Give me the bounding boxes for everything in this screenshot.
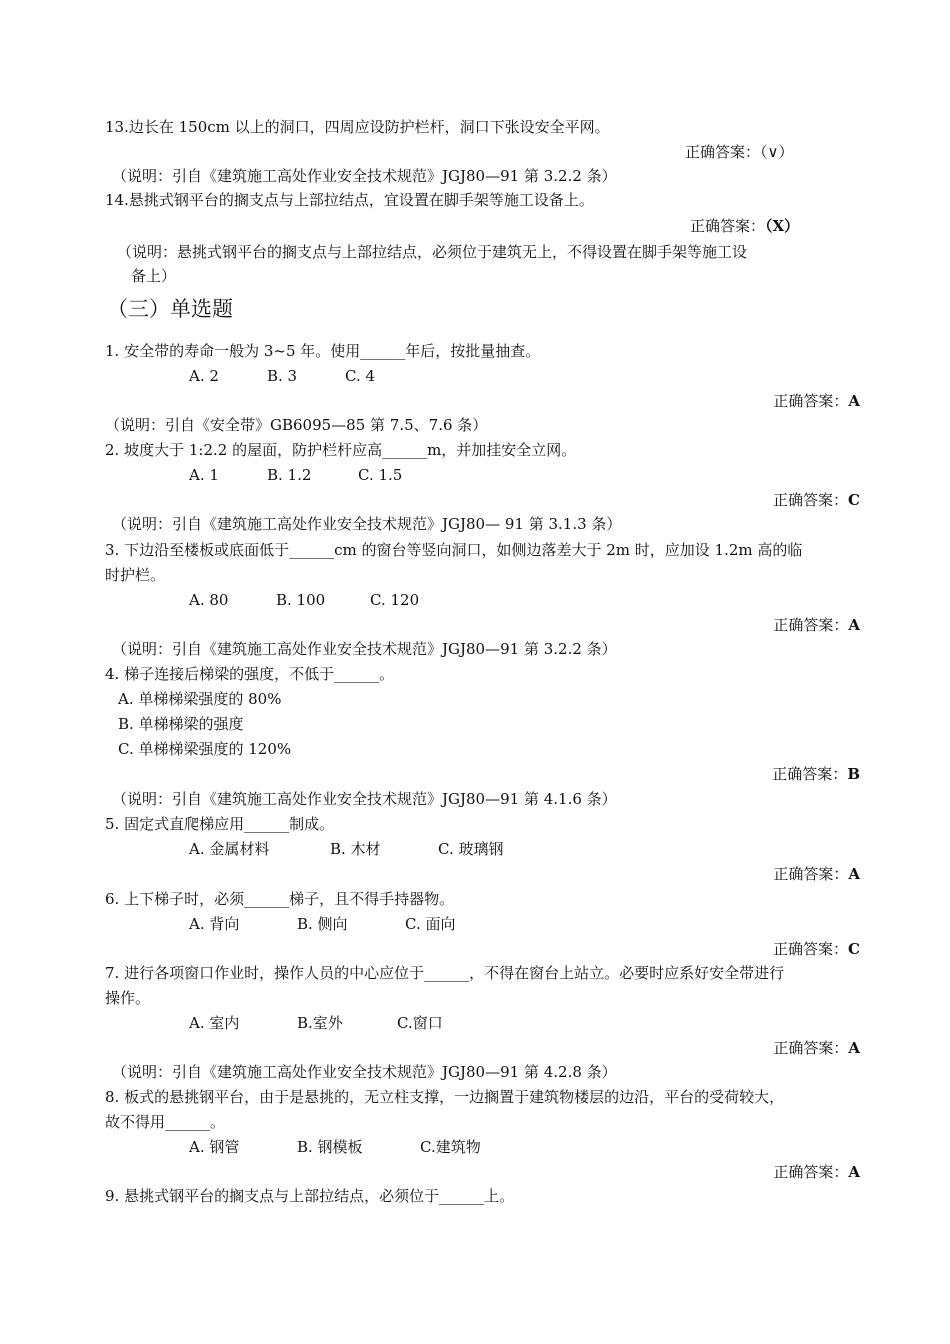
option-c: C.建筑物 [420,1138,481,1156]
q14-note-line2: 备上） [131,267,177,285]
answer-value: （∨） [760,143,794,161]
option-b: B. 1.2 [267,466,312,484]
question-2: 2. 坡度大于 1:2.2 的屋面，防护栏杆应高______m，并加挂安全立网。 [105,441,577,459]
answer-value: C [848,940,860,958]
question-9: 9. 悬挑式钢平台的搁支点与上部拉结点，必须位于______上。 [105,1187,515,1205]
answer-value: A [848,616,860,634]
question-1: 1. 安全带的寿命一般为 3~5 年。使用______年后，按批量抽查。 [105,342,541,360]
answer-5 [773,864,860,884]
answer-label: 正确答案： [773,940,849,958]
q14-text: 14.悬挑式钢平台的搁支点与上部拉结点，宜设置在脚手架等施工设备上。 [105,191,594,209]
answer-label: 正确答案： [773,491,849,509]
question-3-line1: 3. 下边沿至楼板或底面低于______cm 的窗台等竖向洞口，如侧边落差大于 2m 时，应加设 1.2m 高的临 [105,541,803,559]
question-7-line1: 7. 进行各项窗口作业时，操作人员的中心应位于______，不得在窗台上站立。必要时应系好安全带进行 [105,964,785,982]
answer-value: A [848,1039,860,1057]
answer-label: 正确答案： [773,865,849,883]
option-c: C. 1.5 [358,466,403,484]
option-c: C. 单梯梯梁强度的 120% [118,740,292,758]
answer-label: 正确答案： [685,143,761,161]
question-4: 4. 梯子连接后梯梁的强度，不低于______。 [105,665,395,683]
answer-label: 正确答案： [773,1039,849,1057]
answer-7 [773,1038,860,1058]
option-b: B. 木材 [330,840,381,858]
note-7: （说明：引自《建筑施工高处作业安全技术规范》JGJ80—91 第 4.2.8 条） [112,1063,617,1081]
option-a: A. 80 [189,591,229,609]
question-7-line2: 操作。 [105,989,151,1007]
option-a: A. 单梯梯梁强度的 80% [118,690,282,708]
answer-value: C [848,491,860,509]
answer-value: A [848,392,860,410]
option-a: A. 金属材料 [189,840,270,858]
option-a: A. 1 [189,466,219,484]
question-8-line1: 8. 板式的悬挑钢平台，由于是悬挑的，无立柱支撑，一边搁置于建筑物楼层的边沿，平台的受荷较大， [105,1088,785,1106]
answer-label: 正确答案： [690,217,766,235]
option-b: B. 3 [267,367,298,385]
question-6: 6. 上下梯子时，必须______梯子，且不得手持器物。 [105,890,455,908]
note-1: （说明：引自《安全带》GB6095—85 第 7.5、7.6 条） [105,416,488,434]
answer-value: （X） [765,217,800,235]
option-a: A. 2 [189,367,219,385]
q14-answer [690,216,799,236]
option-c: C. 玻璃钢 [438,840,504,858]
q13-text: 13.边长在 150cm 以上的洞口，四周应设防护栏杆，洞口下张设安全平网。 [105,118,610,136]
q13-note: （说明：引自《建筑施工高处作业安全技术规范》JGJ80—91 第 3.2.2 条） [112,167,617,185]
option-b: B.室外 [297,1014,343,1032]
option-c: C. 面向 [405,915,456,933]
question-8-line2: 故不得用______。 [105,1113,226,1131]
q13-answer [685,142,794,162]
option-a: A. 室内 [189,1014,240,1032]
answer-label: 正确答案： [773,1163,849,1181]
answer-8 [773,1162,860,1182]
option-a: A. 背向 [189,915,240,933]
note-3: （说明：引自《建筑施工高处作业安全技术规范》JGJ80—91 第 3.2.2 条） [112,640,617,658]
option-b: B. 钢模板 [297,1138,363,1156]
section-title: （三）单选题 [107,297,233,321]
option-c: C. 120 [370,591,420,609]
note-2: （说明：引自《建筑施工高处作业安全技术规范》JGJ80— 91 第 3.1.3 条） [112,515,622,533]
note-4: （说明：引自《建筑施工高处作业安全技术规范》JGJ80—91 第 4.1.6 条） [112,790,617,808]
option-b: B. 单梯梯梁的强度 [118,715,244,733]
answer-label: 正确答案： [773,616,849,634]
answer-value: A [848,1163,860,1181]
question-3-line2: 时护栏。 [105,566,166,584]
answer-1 [773,391,860,411]
option-c: C. 4 [345,367,376,385]
answer-2 [773,490,860,510]
option-c: C.窗口 [397,1014,443,1032]
option-a: A. 钢管 [189,1138,240,1156]
answer-value: B [847,765,860,783]
q14-note-line1: （说明：悬挑式钢平台的搁支点与上部拉结点，必须位于建筑无上，不得设置在脚手架等施工设 [117,243,748,261]
answer-value: A [848,865,860,883]
option-b: B. 侧向 [297,915,348,933]
answer-label: 正确答案： [772,765,848,783]
answer-label: 正确答案： [773,392,849,410]
answer-4 [772,764,860,784]
option-b: B. 100 [276,591,326,609]
question-5: 5. 固定式直爬梯应用______制成。 [105,815,335,833]
answer-3 [773,615,860,635]
answer-6 [773,939,860,959]
